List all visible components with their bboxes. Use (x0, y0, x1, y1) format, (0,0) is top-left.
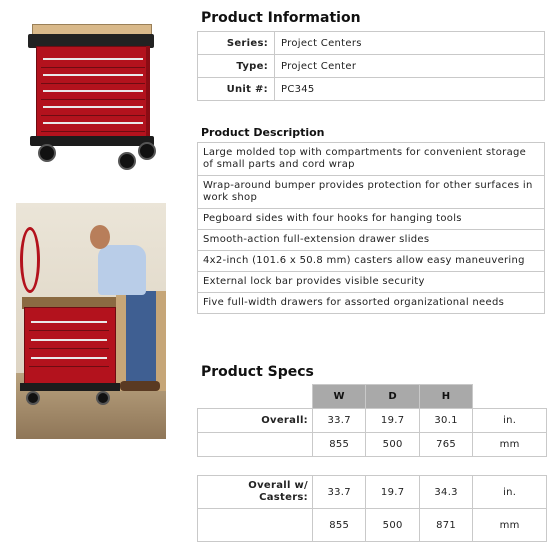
spec-value: 19.7 (366, 409, 419, 433)
spec-value: 30.1 (419, 409, 472, 433)
specs-row-casters-in (198, 476, 547, 509)
product-description-table (197, 142, 545, 314)
specs-overall-casters-table (197, 475, 547, 542)
specs-row-overall-mm (198, 433, 547, 457)
description-item: Five full-width drawers for assorted organizational needs (198, 293, 545, 314)
info-row-type (198, 55, 545, 78)
column-header-depth: D (366, 385, 419, 409)
product-description-heading: Product Description (201, 126, 325, 139)
info-label: Series: (198, 32, 275, 55)
specs-row-label: Overall: (198, 409, 313, 433)
specs-row-casters-mm (198, 509, 547, 542)
product-photo-in-use (16, 203, 166, 439)
spec-value: 855 (312, 509, 365, 542)
spec-value: 33.7 (312, 409, 365, 433)
spec-unit: in. (473, 409, 547, 433)
description-item: Wrap-around bumper provides protection for other surfaces in work shop (198, 176, 545, 209)
spec-value: 500 (366, 433, 419, 457)
specs-label-line1: Overall w/ (248, 480, 308, 491)
info-value: Project Center (275, 55, 545, 78)
spec-unit: mm (473, 509, 547, 542)
spec-value: 855 (312, 433, 365, 457)
specs-row-label (198, 476, 313, 509)
description-item: 4x2-inch (101.6 x 50.8 mm) casters allow easy maneuvering (198, 251, 545, 272)
product-information-heading: Product Information (201, 10, 361, 26)
info-label: Unit #: (198, 78, 275, 101)
specs-label-line2: Casters: (259, 492, 308, 503)
description-item: Pegboard sides with four hooks for hanging tools (198, 209, 545, 230)
column-header-width: W (312, 385, 365, 409)
spec-value: 500 (366, 509, 419, 542)
specs-header-row (198, 385, 547, 409)
spec-value: 34.3 (419, 476, 472, 509)
spec-value: 871 (419, 509, 472, 542)
product-specs-heading: Product Specs (201, 364, 314, 380)
spec-unit: mm (473, 433, 547, 457)
description-item: Smooth-action full-extension drawer slides (198, 230, 545, 251)
column-header-height: H (419, 385, 472, 409)
info-row-unit (198, 78, 545, 101)
spec-unit: in. (473, 476, 547, 509)
description-item: Large molded top with compartments for convenient storage of small parts and cord wrap (198, 143, 545, 176)
product-information-table (197, 31, 545, 101)
info-value: Project Centers (275, 32, 545, 55)
product-photo-cart (22, 8, 162, 178)
specs-row-overall-in (198, 409, 547, 433)
description-item: External lock bar provides visible security (198, 272, 545, 293)
info-label: Type: (198, 55, 275, 78)
info-value: PC345 (275, 78, 545, 101)
specs-overall-table (197, 384, 547, 457)
spec-value: 19.7 (366, 476, 419, 509)
spec-value: 765 (419, 433, 472, 457)
spec-value: 33.7 (312, 476, 365, 509)
info-row-series (198, 32, 545, 55)
